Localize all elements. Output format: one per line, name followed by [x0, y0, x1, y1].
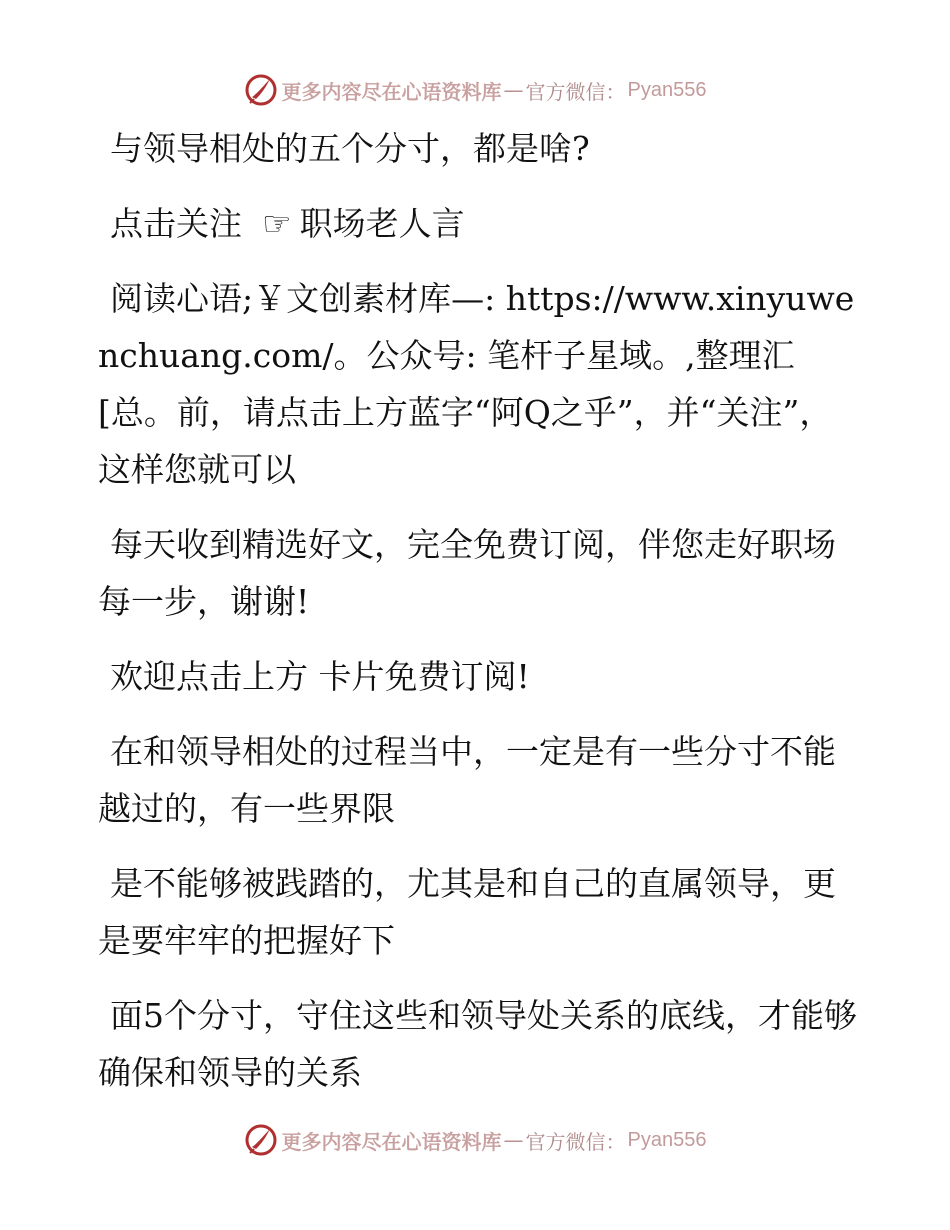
article-title: 与领导相处的五个分寸，都是啥? [110, 129, 590, 168]
paragraph: 欢迎点击上方 卡片免费订阅! [110, 657, 530, 696]
header-banner-inner [244, 73, 707, 107]
article-body [98, 120, 858, 1119]
banner-site-text: 更多内容尽在心语资料库 [281, 1129, 502, 1154]
banner-site-text: 更多内容尽在心语资料库 [281, 79, 502, 104]
footer-banner [0, 1120, 950, 1160]
paragraph: 在和领导相处的过程当中，一定是有一些分寸不能越过的，有一些界限 [98, 732, 836, 828]
footer-banner-inner [244, 1123, 707, 1157]
paragraph: 阅读心语;￥文创素材库—: https://www.xinyuwenchuang.com/。公众号: 笔杆子星域。,整理汇[总。前，请点击上方蓝字“阿Q之乎”，并“关注”，这样您就可以 [98, 279, 855, 489]
banner-wechat-label: 官方微信： [525, 79, 626, 104]
pointing-hand-icon: ☞ [262, 204, 292, 243]
follow-line [98, 195, 858, 252]
paragraph: 面5个分寸，守住这些和领导处关系的底线，才能够确保和领导的关系 [98, 996, 857, 1092]
banner-dash: — [503, 1128, 524, 1152]
paragraph: 是不能够被践踏的，尤其是和自己的直属领导，更是要牢牢的把握好下 [98, 864, 836, 960]
header-banner [0, 70, 950, 110]
quill-logo-icon [244, 1123, 278, 1157]
follow-prefix: 点击关注 [110, 204, 242, 243]
quill-logo-icon [244, 73, 278, 107]
follow-account: 职场老人言 [299, 204, 465, 243]
banner-wechat-id: Pyan556 [627, 78, 707, 101]
banner-wechat-label: 官方微信： [525, 1129, 626, 1154]
paragraph: 每天收到精选好文，完全免费订阅，伴您走好职场每一步，谢谢! [98, 525, 836, 621]
banner-wechat-id: Pyan556 [627, 1128, 707, 1151]
banner-dash: — [503, 78, 524, 102]
